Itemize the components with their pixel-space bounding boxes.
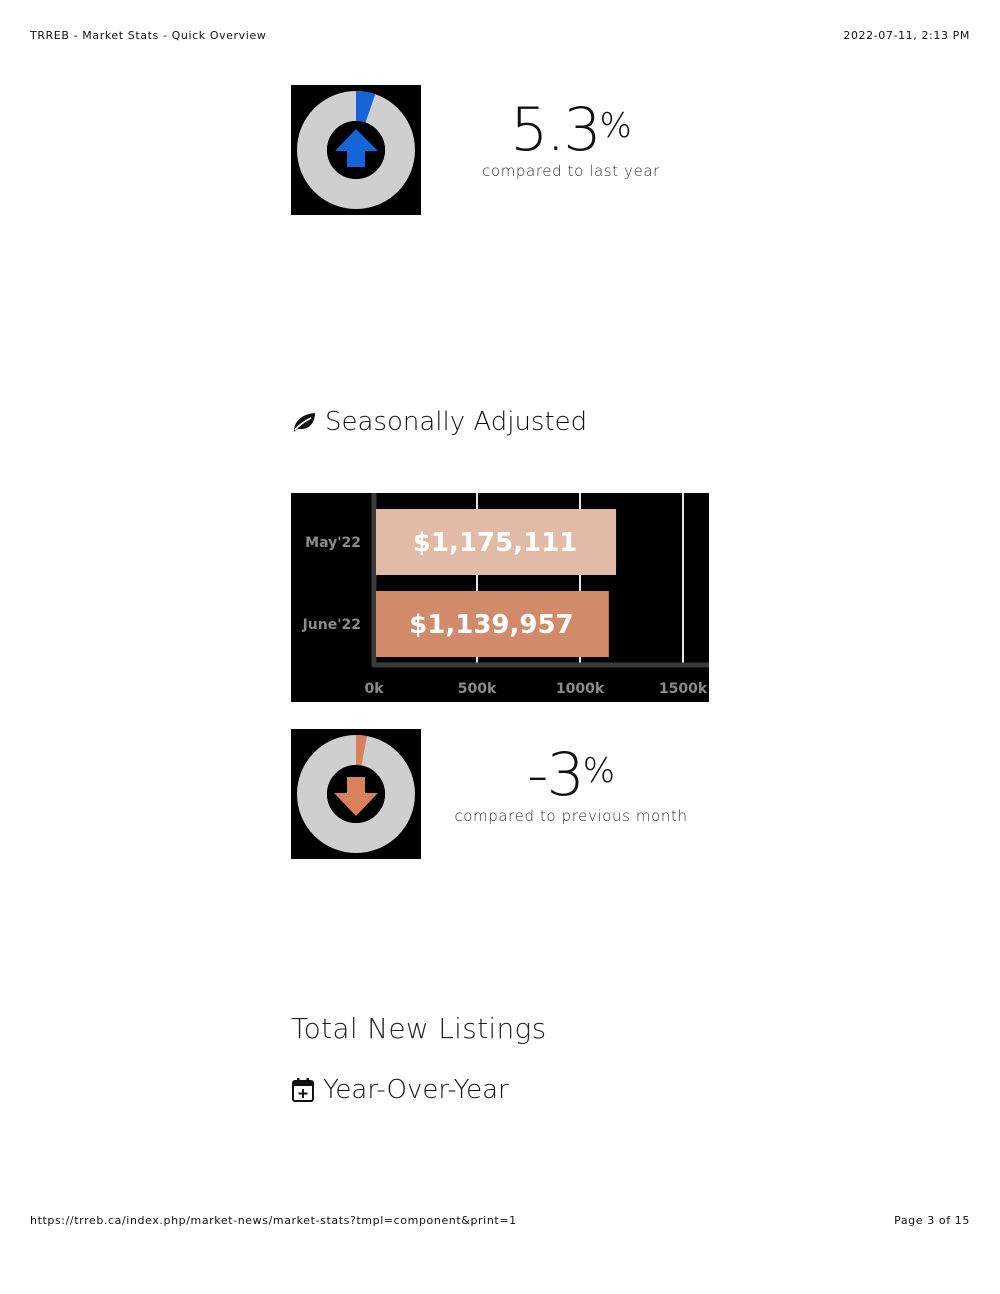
mom-value: -3% xyxy=(526,740,616,810)
mom-unit: % xyxy=(582,751,616,791)
yoy-value: 5.3% xyxy=(510,95,632,165)
total-new-listings-title: Total New Listings xyxy=(291,1012,547,1045)
bar-value-label: $1,175,111 xyxy=(412,528,578,558)
x-tick-label: 0k xyxy=(364,681,384,697)
mom-caption: compared to previous month xyxy=(454,807,688,825)
x-tick-label: 500k xyxy=(457,681,497,697)
print-header-datetime: 2022-07-11, 2:13 PM xyxy=(843,29,970,42)
yoy-stat xyxy=(460,95,682,180)
bar-value-label: $1,139,957 xyxy=(409,610,574,640)
x-tick-label: 1500k xyxy=(658,681,708,697)
mom-gauge xyxy=(291,729,421,859)
year-over-year-label: Year-Over-Year xyxy=(323,1075,509,1105)
gauge-fill xyxy=(356,106,370,108)
calendar-plus-icon xyxy=(291,1077,315,1103)
year-over-year-heading xyxy=(291,1075,509,1105)
yoy-unit: % xyxy=(599,106,632,146)
print-footer-url: https://trreb.ca/index.php/market-news/market-stats?tmpl=component&print=1 xyxy=(30,1214,517,1227)
category-label: May'22 xyxy=(305,535,361,551)
print-header-title: TRREB - Market Stats - Quick Overview xyxy=(30,29,267,42)
mom-stat xyxy=(440,740,702,825)
gauge-fill xyxy=(356,750,364,751)
leaf-icon xyxy=(291,411,317,433)
print-footer-page: Page 3 of 15 xyxy=(894,1214,970,1227)
yoy-caption: compared to last year xyxy=(482,162,660,180)
yoy-gauge xyxy=(291,85,421,215)
seasonally-adjusted-heading xyxy=(291,407,587,437)
x-tick-label: 1000k xyxy=(555,681,605,697)
category-label: June'22 xyxy=(302,617,361,633)
price-bar-chart xyxy=(291,493,709,702)
seasonally-adjusted-label: Seasonally Adjusted xyxy=(325,407,588,437)
